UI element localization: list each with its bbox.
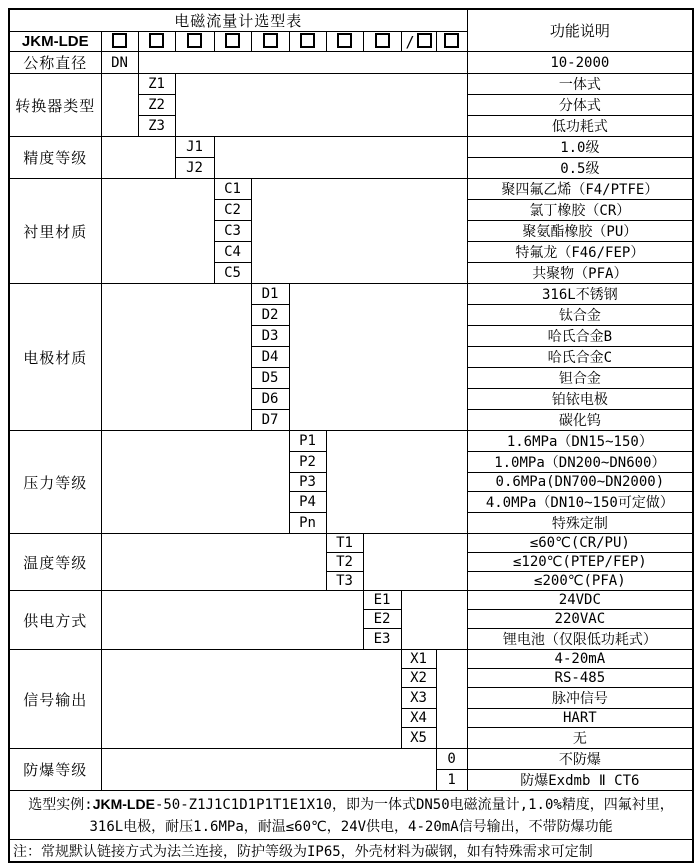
- desc-cell: HART: [467, 709, 693, 728]
- code-cell: C2: [214, 200, 251, 221]
- label-nominal-diameter: 公称直径: [9, 52, 101, 74]
- function-column-header: 功能说明: [467, 9, 693, 52]
- desc-cell: 共聚物（PFA）: [467, 263, 693, 284]
- code-cell: P2: [289, 452, 326, 473]
- desc-cell: 220VAC: [467, 610, 693, 629]
- code-checkbox-cell: [436, 32, 467, 52]
- checkbox-icon: [444, 33, 459, 48]
- desc-cell: 碳化钨: [467, 410, 693, 431]
- code-cell: E3: [363, 629, 401, 650]
- code-cell: E1: [363, 591, 401, 610]
- example-model: JKM-LDE: [92, 795, 155, 812]
- desc-cell: 锂电池（仅限低功耗式）: [467, 629, 693, 650]
- label-pressure-rating: 压力等级: [9, 431, 101, 534]
- code-checkbox-cell: [214, 32, 251, 52]
- code-cell: X5: [401, 728, 436, 749]
- spacer-cell: [101, 137, 175, 179]
- desc-cell: 脉冲信号: [467, 688, 693, 709]
- desc-cell: 无: [467, 728, 693, 749]
- code-cell: C5: [214, 263, 251, 284]
- code-cell: X4: [401, 709, 436, 728]
- desc-cell: 4-20mA: [467, 650, 693, 669]
- desc-cell: 一体式: [467, 74, 693, 95]
- checkbox-icon: [375, 33, 390, 48]
- example-prefix: 选型实例:: [28, 796, 93, 813]
- code-cell: C1: [214, 179, 251, 200]
- code-cell: P3: [289, 473, 326, 492]
- desc-cell: 哈氏合金C: [467, 347, 693, 368]
- code-checkbox-cell: [251, 32, 289, 52]
- desc-cell: 特殊定制: [467, 513, 693, 534]
- spacer-cell: [326, 431, 467, 534]
- code-checkbox-cell: [326, 32, 363, 52]
- desc-cell: 1.0MPa（DN200~DN600）: [467, 452, 693, 473]
- desc-cell: ≤60℃(CR/PU): [467, 534, 693, 553]
- desc-cell: 0.5级: [467, 158, 693, 179]
- code-checkbox-cell-slash: [401, 32, 436, 52]
- label-accuracy-class: 精度等级: [9, 137, 101, 179]
- example-rest: -50-Z1J1C1D1P1T1E1X10，即为一体式DN50电磁流量计,1.0%精度，四氟衬里，: [154, 796, 674, 813]
- desc-cell: 铂铱电极: [467, 389, 693, 410]
- code-cell: T1: [326, 534, 363, 553]
- desc-cell: 1.6MPa（DN15~150）: [467, 431, 693, 452]
- desc-cell: 特氟龙（F46/FEP）: [467, 242, 693, 263]
- code-cell: D7: [251, 410, 289, 431]
- spacer-cell: [251, 179, 467, 284]
- checkbox-icon: [187, 33, 202, 48]
- footnote: 注：常规默认链接方式为法兰连接，防护等级为IP65，外壳材料为碳钢，如有特殊需求可定制: [9, 840, 693, 863]
- selection-table: [8, 8, 694, 863]
- checkbox-icon: [225, 33, 240, 48]
- code-cell: DN: [101, 52, 138, 74]
- spacer-cell: [138, 52, 467, 74]
- code-cell: D1: [251, 284, 289, 305]
- desc-cell: 聚氨酯橡胶（PU）: [467, 221, 693, 242]
- code-cell: Z3: [138, 116, 175, 137]
- code-cell: Z1: [138, 74, 175, 95]
- desc-cell: ≤120℃(PTEP/FEP): [467, 553, 693, 572]
- code-checkbox-cell: [289, 32, 326, 52]
- model-prefix: JKM-LDE: [9, 32, 101, 52]
- code-cell: X1: [401, 650, 436, 669]
- desc-cell: RS-485: [467, 669, 693, 688]
- code-cell: T2: [326, 553, 363, 572]
- code-cell: X2: [401, 669, 436, 688]
- desc-cell: 不防爆: [467, 749, 693, 770]
- code-checkbox-cell: [363, 32, 401, 52]
- code-cell: Z2: [138, 95, 175, 116]
- code-cell: J1: [175, 137, 214, 158]
- code-cell: X3: [401, 688, 436, 709]
- desc-cell: 316L不锈钢: [467, 284, 693, 305]
- spacer-cell: [214, 137, 467, 179]
- code-cell: Pn: [289, 513, 326, 534]
- selection-example: [9, 791, 693, 840]
- spacer-cell: [436, 650, 467, 749]
- label-lining-material: 衬里材质: [9, 179, 101, 284]
- spacer-cell: [101, 591, 363, 650]
- checkbox-icon: [112, 33, 127, 48]
- code-cell: C3: [214, 221, 251, 242]
- code-checkbox-cell: [175, 32, 214, 52]
- code-checkbox-cell: [101, 32, 138, 52]
- desc-cell: 分体式: [467, 95, 693, 116]
- desc-cell: 4.0MPa（DN10~150可定做）: [467, 492, 693, 513]
- slash-separator: /: [405, 32, 415, 51]
- code-cell: 1: [436, 770, 467, 791]
- label-temperature-rating: 温度等级: [9, 534, 101, 591]
- checkbox-icon: [149, 33, 164, 48]
- desc-cell: 10-2000: [467, 52, 693, 74]
- table-title: 电磁流量计选型表: [9, 9, 467, 32]
- desc-cell: 低功耗式: [467, 116, 693, 137]
- spacer-cell: [101, 749, 436, 791]
- checkbox-icon: [263, 33, 278, 48]
- code-cell: D4: [251, 347, 289, 368]
- desc-cell: 1.0级: [467, 137, 693, 158]
- spacer-cell: [363, 534, 467, 591]
- desc-cell: 0.6MPa(DN700~DN2000): [467, 473, 693, 492]
- desc-cell: 钽合金: [467, 368, 693, 389]
- example-line2: 316L电极，耐压1.6MPa，耐温≤60℃，24V供电，4-20mA信号输出，不带防爆功能: [89, 818, 613, 835]
- spacer-cell: [401, 591, 467, 650]
- label-converter-type: 转换器类型: [9, 74, 101, 137]
- desc-cell: 氯丁橡胶（CR）: [467, 200, 693, 221]
- label-power-supply: 供电方式: [9, 591, 101, 650]
- desc-cell: 24VDC: [467, 591, 693, 610]
- spacer-cell: [101, 534, 326, 591]
- spacer-cell: [101, 284, 251, 431]
- desc-cell: 哈氏合金B: [467, 326, 693, 347]
- spacer-cell: [289, 284, 467, 431]
- desc-cell: 钛合金: [467, 305, 693, 326]
- code-cell: P4: [289, 492, 326, 513]
- label-signal-output: 信号输出: [9, 650, 101, 749]
- spacer-cell: [101, 74, 138, 137]
- spacer-cell: [101, 179, 214, 284]
- code-cell: D3: [251, 326, 289, 347]
- code-cell: P1: [289, 431, 326, 452]
- checkbox-icon: [417, 33, 432, 48]
- label-electrode-material: 电极材质: [9, 284, 101, 431]
- code-cell: D2: [251, 305, 289, 326]
- code-cell: D5: [251, 368, 289, 389]
- spacer-cell: [101, 650, 401, 749]
- code-cell: E2: [363, 610, 401, 629]
- code-cell: J2: [175, 158, 214, 179]
- code-cell: 0: [436, 749, 467, 770]
- desc-cell: 防爆Exdmb Ⅱ CT6: [467, 770, 693, 791]
- desc-cell: ≤200℃(PFA): [467, 572, 693, 591]
- spacer-cell: [101, 431, 289, 534]
- desc-cell: 聚四氟乙烯（F4/PTFE）: [467, 179, 693, 200]
- code-cell: C4: [214, 242, 251, 263]
- spacer-cell: [175, 74, 467, 137]
- checkbox-icon: [300, 33, 315, 48]
- code-checkbox-cell: [138, 32, 175, 52]
- code-cell: D6: [251, 389, 289, 410]
- code-cell: T3: [326, 572, 363, 591]
- checkbox-icon: [337, 33, 352, 48]
- label-explosion-proof: 防爆等级: [9, 749, 101, 791]
